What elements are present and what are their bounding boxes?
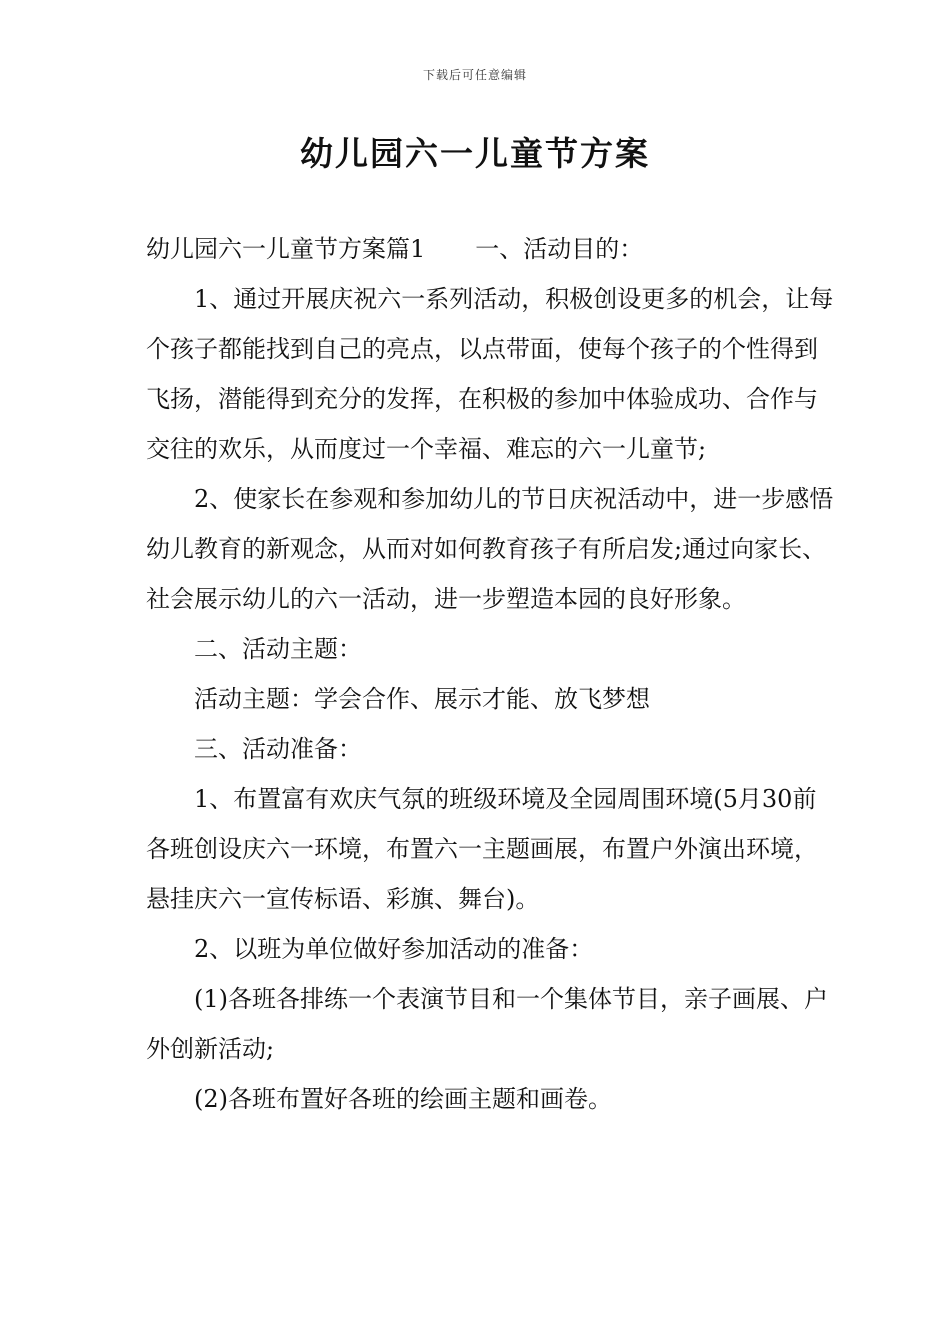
header-note: 下载后可任意编辑 [422,68,527,82]
paragraph-theme: 活动主题：学会合作、展示才能、放飞梦想 [194,685,650,713]
section-heading-theme: 二、活动主题： [194,635,362,663]
paragraph-preparation-2-1: (1)各班各排练一个表演节目和一个集体节目，亲子画展、户外创新活动; [146,985,828,1063]
paragraph-purpose-2: 2、使家长在参观和参加幼儿的节日庆祝活动中，进一步感悟幼儿教育的新观念，从而对如何教育孩子有所启发;通过向家长、社会展示幼儿的六一活动，进一步塑造本园的良好形象。 [146,485,834,613]
paragraph-preparation-2-2: (2)各班布置好各班的绘画主题和画卷。 [194,1085,612,1113]
paragraph-preparation-2: 2、以班为单位做好参加活动的准备： [194,935,594,963]
paragraph-purpose-1: 1、通过开展庆祝六一系列活动，积极创设更多的机会，让每个孩子都能找到自己的亮点，以点带面，使每个孩子的个性得到飞扬，潜能得到充分的发挥，在积极的参加中体验成功、合作与交往的欢乐，从而度过一个幸福、难忘的六一儿童节; [146,285,834,463]
intro-line [146,224,836,274]
section-heading-purpose: 一、活动目的： [475,235,644,263]
document-body [146,224,836,1124]
paragraph-preparation-1: 1、布置富有欢庆气氛的班级环境及全园周围环境(5月30前各班创设庆六一环境，布置六一主题画展，布置户外演出环境，悬挂庆六一宣传标语、彩旗、舞台)。 [146,785,818,913]
section-heading-preparation: 三、活动准备： [194,735,362,763]
part-title: 幼儿园六一儿童节方案篇1 [146,235,426,263]
document-title: 幼儿园六一儿童节方案 [300,134,650,173]
